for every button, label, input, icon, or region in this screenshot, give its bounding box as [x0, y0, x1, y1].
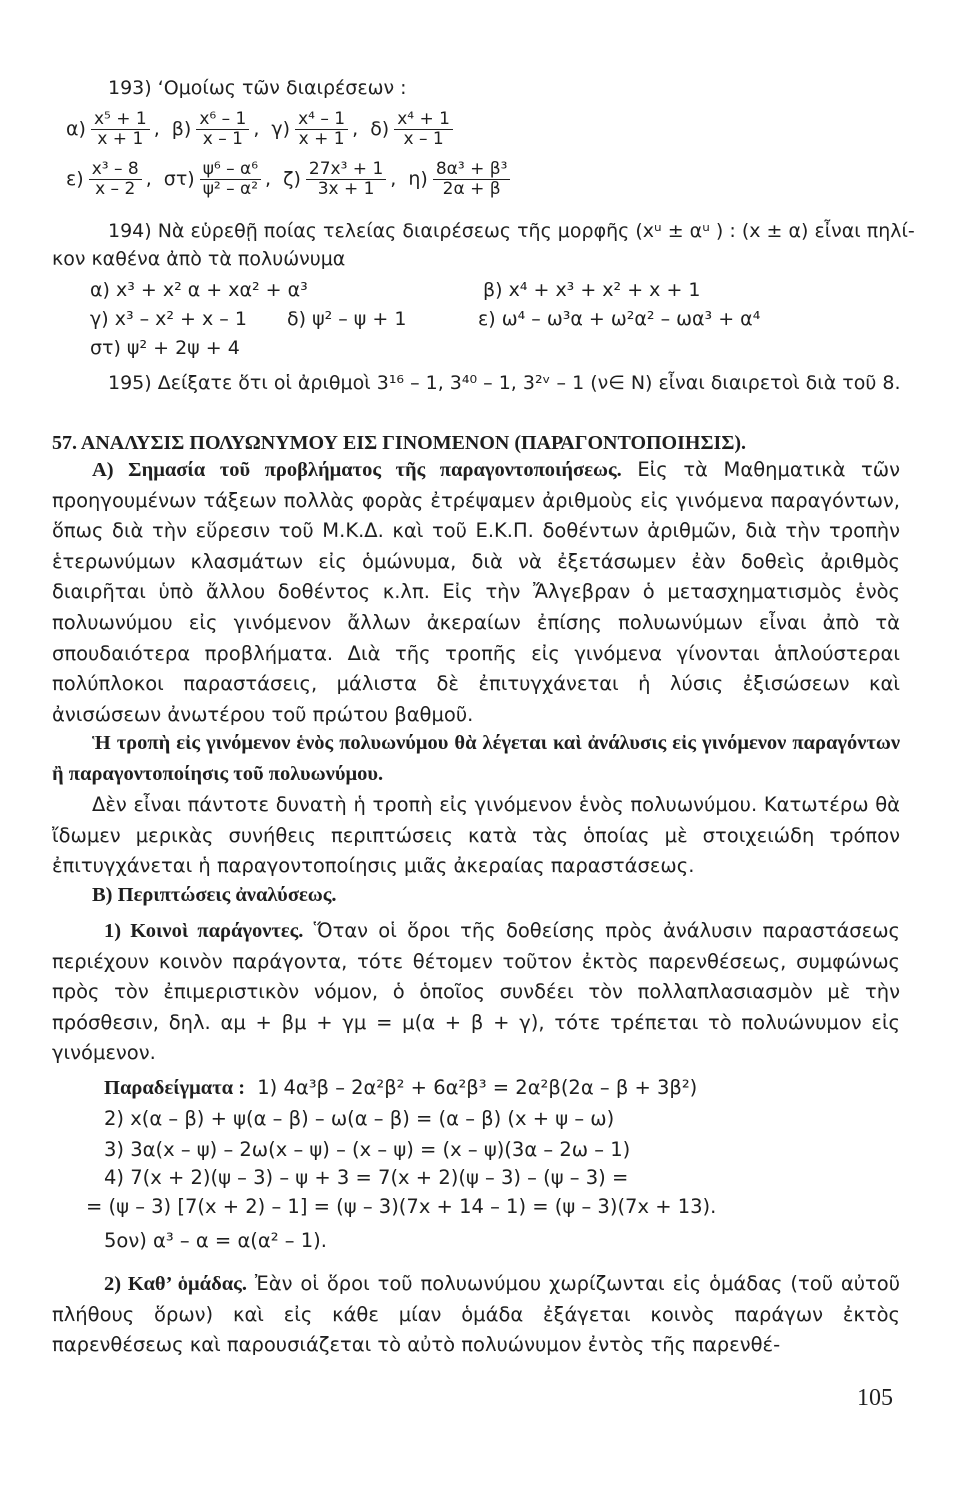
fraction: $\frac{\text{ψ⁶ – α⁶}}{\text{ψ² – α²}}$	[200, 160, 261, 199]
ex194-b: β) x⁴ + x³ + x² + x + 1	[483, 279, 701, 301]
part-a-title: Α) Σημασία τοῦ προβλήματος τῆς παραγοντοποιήσεως.	[92, 459, 622, 481]
examples-label: Παραδείγματα :	[104, 1077, 246, 1099]
case1-paragraph	[52, 916, 900, 1069]
case1-title: 1) Κοινοὶ παράγοντες.	[104, 920, 304, 942]
fraction: $\frac{\text{x⁴ – 1}}{x + 1}$	[295, 110, 348, 149]
example-3: 3) 3α(x – ψ) – 2ω(x – ψ) – (x – ψ) = (x – ψ)(3α – 2ω – 1)	[104, 1138, 631, 1161]
ex193-row2: ε) $\frac{\text{x³ – 8}}{x - 2}$ , στ) $\frac{\text{ψ⁶ – α⁶}}{\text{ψ² – α²}}$ , ζ) $\frac{\text{27x³ + 1}}{3x + 1}$ , η) $\frac{\text{8α³ + β³}}{2\alpha + \beta}$	[66, 158, 513, 200]
ex194-a: α) x³ + x² α + xα² + α³	[90, 279, 308, 301]
fraction: $\frac{\text{x⁵ + 1}}{x + 1}$	[91, 110, 150, 149]
part-a-paragraph	[52, 455, 900, 730]
case1-text: Ὅταν οἱ ὅροι τῆς δοθείσης πρὸς ἀνάλυσιν παραστάσεως περιέχουν κοινὸν παράγοντα, τότε θέτομεν τοῦτον ἐκτὸς παρενθέσεως, συμφώνως πρὸς τὸν ἐπιμεριστικὸν νόμον, ὁ ὁποῖος συνδέει τὸν πολλαπλασιασμὸν μὲ τὴν πρόσθεσιν, δηλ. αμ + βμ + γμ = μ(α + β + γ), τότε τρέπεται τὸ πολυώνυμον εἰς γινόμενον.	[52, 919, 900, 1065]
fraction: $\frac{\text{x⁴ + 1}}{x - 1}$	[394, 110, 453, 149]
fraction: $\frac{\text{8α³ + β³}}{2\alpha + \beta}$	[433, 160, 511, 199]
case2-paragraph	[52, 1269, 900, 1361]
examples-line-1	[104, 1076, 697, 1100]
not-always-paragraph	[52, 790, 900, 882]
fraction: $\frac{\text{27x³ + 1}}{3x + 1}$	[306, 160, 386, 199]
example-1: 1) 4α³β – 2α²β² + 6α²β³ = 2α²β(2α – β + 3β²)	[257, 1076, 698, 1099]
ex194-d: δ) ψ² – ψ + 1	[287, 308, 407, 330]
definition-text: Ἡ τροπὴ εἰς γινόμενον ἑνὸς πολυωνύμου θὰ λέγεται καὶ ἀνάλυσις εἰς γινόμενον παραγόντων ἢ παραγοντοποίησις τοῦ πολυωνύμου.	[52, 732, 900, 785]
ex193-g-label: ζ)	[283, 168, 301, 190]
ex194-e: ε) ω⁴ – ω³α + ω²α² – ωα³ + α⁴	[478, 308, 761, 330]
ex194-f: στ) ψ² + 2ψ + 4	[90, 337, 240, 359]
fraction: $\frac{\text{x³ – 8}}{x - 2}$	[89, 160, 142, 199]
case2-text: Ἐὰν οἱ ὅροι τοῦ πολυωνύμου χωρίζωνται εἰς ὁμάδας (τοῦ αὐτοῦ πλήθους ὅρων) καὶ εἰς κάθε μίαν ὁμάδα ἐξάγεται κοινὸς παράγων ἐκτὸς παρενθέσεως καὶ παρουσιάζεται τὸ αὐτὸ πολυώνυμον ἐντὸς τῆς παρενθέ-	[52, 1272, 900, 1357]
part-b-title: Β) Περιπτώσεις ἀναλύσεως.	[92, 884, 337, 906]
ex193-f-label: στ)	[163, 168, 195, 190]
not-always-text: Δὲν εἶναι πάντοτε δυνατὴ ἡ τροπὴ εἰς γινόμενον ἑνὸς πολυωνύμου. Κατωτέρω θὰ ἴδωμεν μερικὰς συνήθεις περιπτώσεις κατὰ τὰς ὁποίας μὲ στοιχειώδη τρόπον ἐπιτυγχάνεται ἡ παραγοντοποίησις μιᾶς ἀκεραίας παραστάσεως.	[52, 793, 900, 878]
ex194-line1: 194) Νὰ εὑρεθῇ ποίας τελείας διαιρέσεως τῆς μορφῆς (xᵘ ± αᵘ ) : (x ± α) εἶναι πηλί-	[108, 220, 915, 242]
example-4: 4) 7(x + 2)(ψ – 3) – ψ + 3 = 7(x + 2)(ψ – 3) – (ψ – 3) =	[104, 1166, 629, 1189]
definition-paragraph	[52, 728, 900, 789]
ex195: 195) Δείξατε ὅτι οἱ ἀριθμοὶ 3¹⁶ – 1, 3⁴⁰ – 1, 3²ᵛ – 1 (ν∈ N) εἶναι διαιρετοὶ διὰ τοῦ 8.	[108, 372, 901, 394]
example-4-cont: = (ψ – 3) [7(x + 2) – 1] = (ψ – 3)(7x + 14 – 1) = (ψ – 3)(7x + 13).	[86, 1195, 717, 1218]
fraction: $\frac{\text{x⁶ – 1}}{x - 1}$	[196, 110, 249, 149]
ex194-line2: κον καθένα ἀπὸ τὰ πολυώνυμα	[52, 248, 346, 270]
ex193-a-label: α)	[66, 118, 86, 140]
ex193-intro: 193) ‘Ομοίως τῶν διαιρέσεων :	[108, 77, 407, 99]
part-a-text: Εἰς τὰ Μαθηματικὰ τῶν προηγουμένων τάξεων πολλὰς φορὰς ἐτρέψαμεν ἀριθμοὺς εἰς γινόμενα παραγόντων, ὅπως διὰ τὴν εὕρεσιν τοῦ Μ.Κ.Δ. καὶ τοῦ Ε.Κ.Π. δοθέντων ἀριθμῶν, διὰ τὴν τροπὴν ἑτερωνύμων κλασμάτων εἰς ὁμώνυμα, διὰ νὰ ἐξετάσωμεν ἐὰν δοθεὶς ἀριθμὸς διαιρῆται ὑπὸ ἄλλου δοθέντος κ.λπ. Εἰς τὴν Ἄλγεβραν ὁ μετασχηματισμὸς ἑνὸς πολυωνύμου εἰς γινόμενον ἄλλων ἀκεραίων ἐπίσης πολυωνύμων εἶναι ἀπὸ τὰ σπουδαιότερα προβλήματα. Διὰ τῆς τροπῆς εἰς γινόμενα γίνονται ἁπλούστεραι πολύπλοκοι παραστάσεις, μάλιστα δὲ ἐπιτυγχάνεται ἡ λύσις ἐξισώσεων καὶ ἀνισώσεων ἀνωτέρου τοῦ πρώτου βαθμοῦ.	[52, 458, 900, 726]
ex193-h-label: η)	[408, 168, 428, 190]
example-5: 5ον) α³ – α = α(α² – 1).	[104, 1229, 327, 1252]
page-number: 105	[857, 1385, 893, 1411]
ex193-row1: α) $\frac{\text{x⁵ + 1}}{x + 1}$ , β) $\frac{\text{x⁶ – 1}}{x - 1}$ , γ) $\frac{\text{x⁴ – 1}}{x + 1}$ , δ) $\frac{\text{x⁴ + 1}}{x - 1}$	[66, 108, 456, 150]
ex193-e-label: ε)	[66, 168, 84, 190]
example-2: 2) x(α – β) + ψ(α – β) – ω(α – β) = (α – β) (x + ψ – ω)	[104, 1107, 615, 1130]
ex193-c-label: γ)	[271, 118, 291, 140]
case2-title: 2) Καθ’ ὁμάδας.	[104, 1273, 247, 1295]
ex193-b-label: β)	[171, 118, 192, 140]
ex193-d-label: δ)	[370, 118, 390, 140]
section-heading: 57. ΑΝΑΛΥΣΙΣ ΠΟΛΥΩΝΥΜΟΥ ΕΙΣ ΓΙΝΟΜΕΝΟΝ (ΠΑΡΑΓΟΝΤΟΠΟΙΗΣΙΣ).	[52, 432, 747, 454]
ex194-c: γ) x³ – x² + x – 1	[90, 308, 247, 330]
